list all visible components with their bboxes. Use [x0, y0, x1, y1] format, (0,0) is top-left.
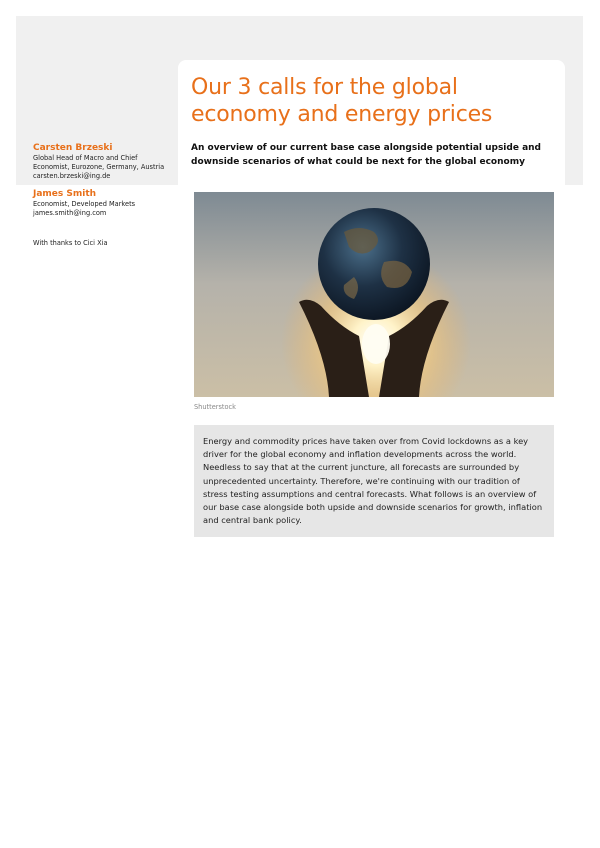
- author-name: Carsten Brzeski: [33, 143, 113, 153]
- author-role: Global Head of Macro and Chief: [33, 154, 138, 162]
- summary-box: Energy and commodity prices have taken over from Covid lockdowns as a key driver for the global economy and inflation developments across the world. Needless to say that at the current juncture, all forecasts are surrounded by unprecedented uncertainty. Therefore, we're continuing with our tradition of stress testing assumptions and central forecasts. What follows is an overview of our base case alongside both upside and downside scenarios for growth, inflation and central bank policy.: [194, 425, 554, 537]
- hero-image: [194, 192, 554, 397]
- author-role: Economist, Eurozone, Germany, Austria: [33, 163, 165, 171]
- globe-in-hands-illustration: [194, 192, 554, 397]
- article-subtitle: An overview of our current base case alongside potential upside and downside scenarios of what could be next for the global economy: [191, 143, 541, 167]
- author-email[interactable]: carsten.brzeski@ing.de: [33, 172, 111, 180]
- author-block-1: [33, 142, 173, 181]
- page-title: Our 3 calls for the global economy and energy prices: [191, 75, 493, 127]
- author-name: James Smith: [33, 189, 97, 199]
- author-block-2: [33, 188, 173, 218]
- author-email[interactable]: james.smith@ing.com: [33, 209, 107, 217]
- author-role: Economist, Developed Markets: [33, 200, 136, 208]
- thanks-note: With thanks to Cici Xia: [33, 239, 108, 247]
- image-credit: Shutterstock: [194, 403, 236, 411]
